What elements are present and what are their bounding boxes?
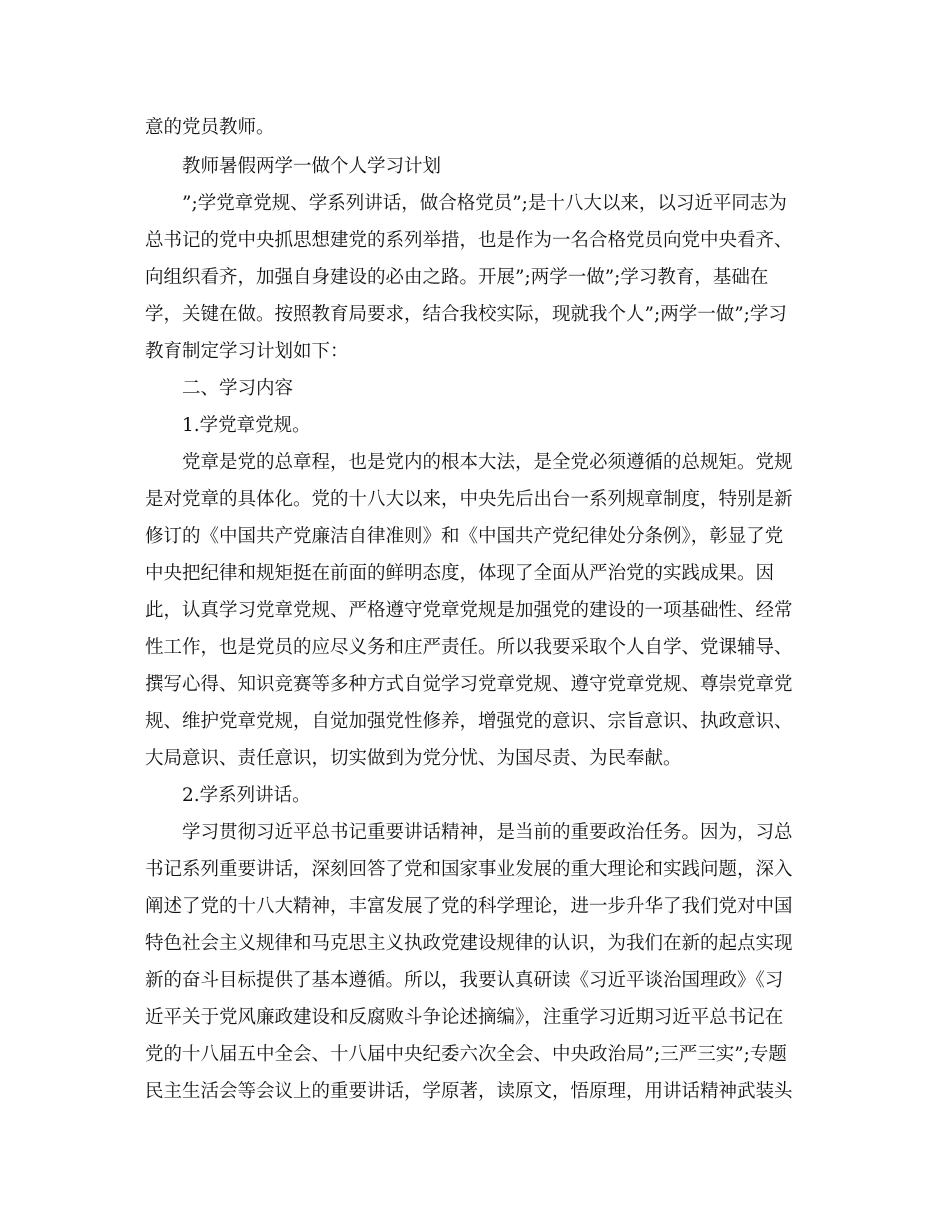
text-line: 此，认真学习党章党规、严格遵守党章党规是加强党的建设的一项基础性、经常 (145, 600, 793, 621)
text-line: 民主生活会等会议上的重要讲话，学原著，读原文，悟原理，用讲话精神武装头 (145, 1081, 793, 1102)
text-line: 学习贯彻习近平总书记重要讲话精神，是当前的重要政治任务。因为，习总 (182, 822, 793, 843)
text-line: 撰写心得、知识竞赛等多种方式自觉学习党章党规、遵守党章党规、尊崇党章党 (145, 674, 793, 695)
text-line: 总书记的党中央抓思想建党的系列举措，也是作为一名合格党员向党中央看齐、 (145, 230, 793, 251)
text-line: 阐述了党的十八大精神，丰富发展了党的科学理论，进一步升华了我们党对中国 (145, 896, 793, 917)
text-line: 学，关键在做。按照教育局要求，结合我校实际，现就我个人”;两学一做”;学习 (145, 304, 787, 325)
section-heading: 二、学习内容 (182, 378, 294, 399)
text-line: 性工作，也是党员的应尽义务和庄严责任。所以我要采取个人自学、党课辅导、 (145, 637, 793, 658)
subsection-heading: 2.学系列讲话。 (182, 785, 311, 806)
text-line: 教育制定学习计划如下： (145, 341, 349, 362)
text-line: 特色社会主义规律和马克思主义执政党建设规律的认识，为我们在新的起点实现 (145, 933, 793, 954)
subsection-heading: 1.学党章党规。 (182, 415, 311, 436)
text-line: 大局意识、责任意识，切实做到为党分忧、为国尽责、为民奉献。 (145, 748, 682, 769)
text-line: 意的党员教师。 (145, 117, 275, 138)
text-line: 是对党章的具体化。党的十八大以来，中央先后出台一系列规章制度，特别是新 (145, 489, 793, 510)
text-line: 党章是党的总章程，也是党内的根本大法，是全党必须遵循的总规矩。党规 (182, 452, 793, 473)
text-line: 书记系列重要讲话，深刻回答了党和国家事业发展的重大理论和实践问题，深入 (145, 859, 793, 880)
text-line: 规、维护党章党规，自觉加强党性修养，增强党的意识、宗旨意识、执政意识、 (145, 711, 793, 732)
text-line: 近平关于党风廉政建设和反腐败斗争论述摘编》，注重学习近期习近平总书记在 (145, 1007, 784, 1028)
text-line: ”;学党章党规、学系列讲话，做合格党员”;是十八大以来，以习近平同志为 (182, 193, 787, 214)
text-line: 向组织看齐，加强自身建设的必由之路。开展”;两学一做”;学习教育，基础在 (145, 267, 769, 288)
text-line: 党的十八届五中全会、十八届中央纪委六次全会、中央政治局”;三严三实”;专题 (145, 1044, 787, 1065)
text-line: 修订的《中国共产党廉洁自律准则》和《中国共产党纪律处分条例》，彰显了党 (145, 526, 784, 547)
text-line: 中央把纪律和规矩挺在前面的鲜明态度，体现了全面从严治党的实践成果。因 (145, 563, 775, 584)
text-line: 新的奋斗目标提供了基本遵循。所以，我要认真研读《习近平谈治国理政》《习 (145, 970, 784, 991)
text-line: 教师暑假两学一做个人学习计划 (182, 156, 442, 177)
